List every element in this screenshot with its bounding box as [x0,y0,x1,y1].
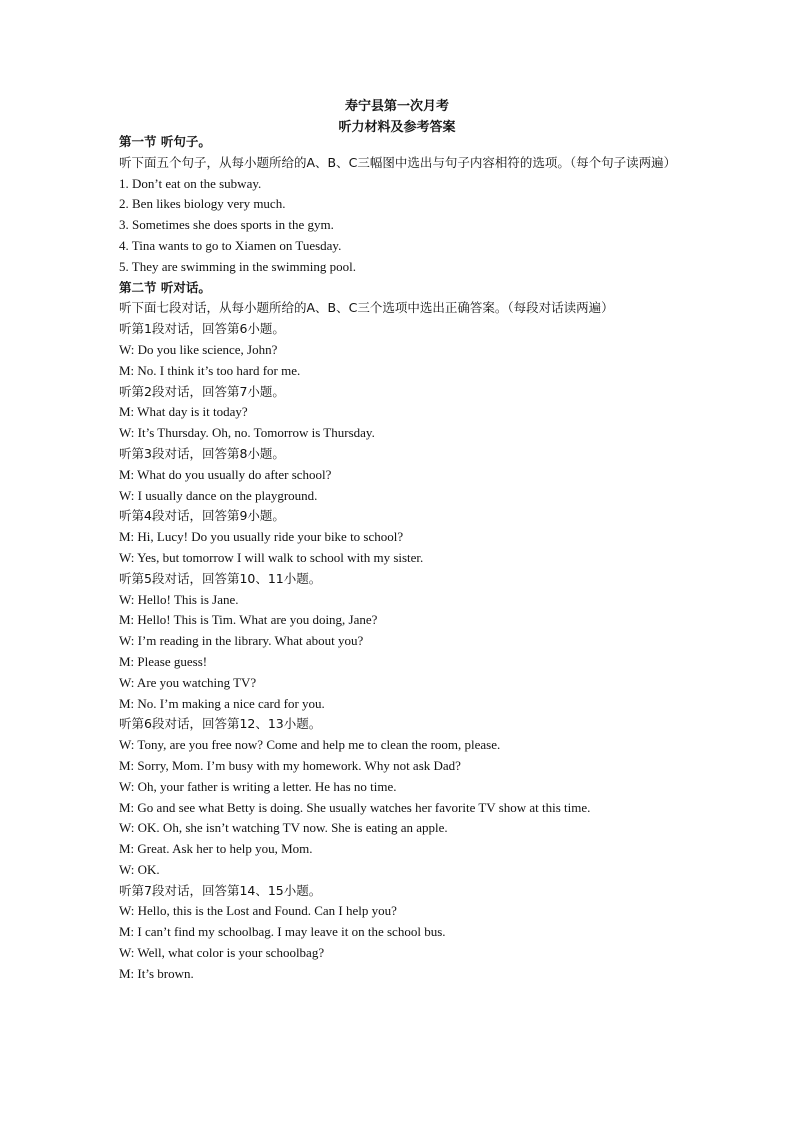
dialogue-line: M: Please guess! [119,653,208,669]
dialogue-line: W: Oh, your father is writing a letter. He has no time. [119,778,397,794]
dialogue-line: M: Sorry, Mom. I’m busy with my homework. Why not ask Dad? [119,757,461,773]
dialogue-line: W: Yes, but tomorrow I will walk to school with my sister. [119,549,424,565]
dialogue-line: W: Tony, are you free now? Come and help me to clean the room, please. [119,737,501,753]
title-line-1: 寿宁县第一次月考 [344,99,449,114]
dialogue-line: M: No. I’m making a nice card for you. [119,695,325,711]
dialogue-line: W: OK. Oh, she isn’t watching TV now. She is eating an apple. [119,820,448,836]
sentence-item: 1. Don’t eat on the subway. [119,175,262,191]
dialogue-line: M: No. I think it’s too hard for me. [119,362,301,378]
dialogue-line: M: What do you usually do after school? [119,466,332,482]
section-1-heading: 第一节 听句子。 [119,134,211,149]
dialogue-line: W: Hello! This is Jane. [119,591,239,607]
dialogue-line: M: Go and see what Betty is doing. She usually watches her favorite TV show at this time. [119,799,591,815]
section-2-instruction: 听下面七段对话，从每小题所给的A、B、C三个选项中选出正确答案。（每段对话读两遍） [119,300,614,316]
section-1-instruction: 听下面五个句子，从每小题所给的A、B、C三幅图中选出与句子内容相符的选项。（每个句子读两遍） [119,154,677,170]
title-line-2: 听力材料及参考答案 [338,120,456,135]
dialogue-intro: 听第4段对话，回答第9小题。 [119,508,285,524]
sentence-item: 2. Ben likes biology very much. [119,196,286,212]
dialogue-line: W: Do you like science, John? [119,341,278,357]
dialogue-intro: 听第7段对话，回答第14、15小题。 [119,882,322,898]
dialogue-line: W: I usually dance on the playground. [119,487,318,503]
dialogue-line: M: Great. Ask her to help you, Mom. [119,841,313,857]
dialogue-line: M: It’s brown. [119,965,194,981]
dialogue-line: W: OK. [119,861,160,877]
document-body [119,132,689,985]
dialogue-line: M: What day is it today? [119,404,248,420]
dialogue-line: W: Well, what color is your schoolbag? [119,945,325,961]
dialogue-line: W: It’s Thursday. Oh, no. Tomorrow is Thursday. [119,425,375,441]
dialogue-intro: 听第1段对话，回答第6小题。 [119,321,285,337]
dialogue-intro: 听第6段对话，回答第12、13小题。 [119,716,322,732]
dialogue-line: M: I can’t find my schoolbag. I may leave it on the school bus. [119,924,446,940]
dialogue-intro: 听第3段对话，回答第8小题。 [119,445,285,461]
dialogue-line: W: Are you watching TV? [119,674,257,690]
dialogue-intro: 听第2段对话，回答第7小题。 [119,383,285,399]
sentence-item: 3. Sometimes she does sports in the gym. [119,217,334,233]
section-2-heading: 第二节 听对话。 [119,279,211,295]
sentence-item: 4. Tina wants to go to Xiamen on Tuesday. [119,237,342,253]
sentence-item: 5. They are swimming in the swimming pool. [119,258,356,274]
dialogue-line: M: Hi, Lucy! Do you usually ride your bike to school? [119,529,404,545]
dialogue-line: M: Hello! This is Tim. What are you doing, Jane? [119,612,378,628]
dialogue-intro: 听第5段对话，回答第10、11小题。 [119,570,322,586]
dialogue-line: W: I’m reading in the library. What about you? [119,633,364,649]
dialogue-line: W: Hello, this is the Lost and Found. Can I help you? [119,903,397,919]
